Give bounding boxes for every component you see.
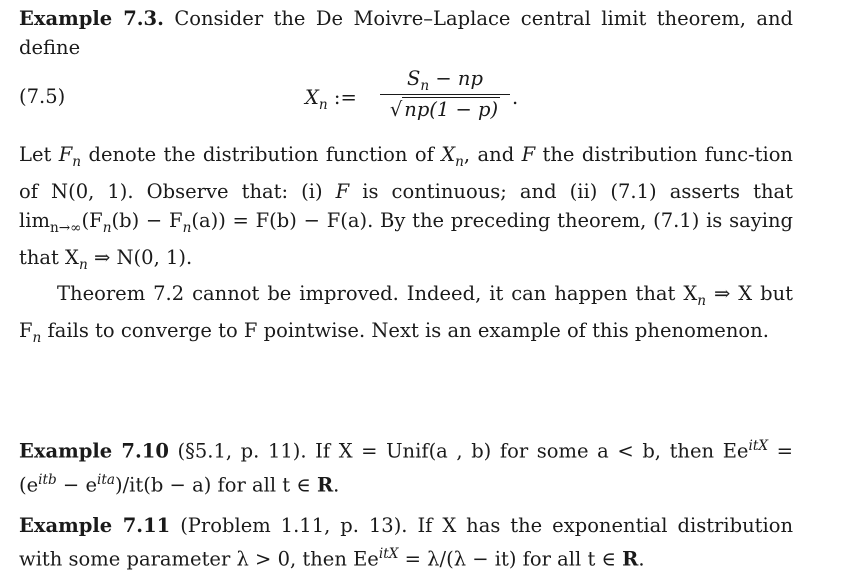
paragraph-distribution-functions: Let $F_n$ denote the distribution function of $X_n$, and F the distribution func-tion of N(0, 1). Observe that: (i) F is continuous; and (ii) (7.1) asserts that $\lim_{n\to\infty}(F_n(b) - F_n(a)) = F(b) - F(a)$. By the preceding theorem, (7.1) is saying that $X_n$ ⇒ N(0, 1). — [19, 143, 793, 273]
fraction-denominator: √ np(1 − p) — [389, 98, 499, 121]
equation-lhs: $X_n$ := — [305, 86, 357, 113]
example-7-10: Example 7.10 (§5.1, p. 11). If X = Unif(a , b) for some a < b, then $Ee^{itX} = (e^{itb} - e^{ita})/it(b - a)$ for all t ∈ R. — [19, 438, 793, 496]
fraction-numerator: $S_n$ − np — [380, 64, 510, 95]
equation-fraction — [380, 64, 510, 125]
example-7-11: Example 7.11 (Problem 1.11, p. 13). If X has the exponential distribution with some parameter λ > 0, then $Ee^{itX} = \lambda/(\lambda - it)$ for all t ∈ R. — [19, 514, 794, 571]
example-7-10-heading: Example 7.10 — [19, 439, 169, 463]
equation-number: (7.5) — [19, 85, 66, 108]
example-7-3-text: Consider the De Moivre–Laplace central limit theorem, and define — [19, 7, 793, 59]
paragraph-theorem-7-2: Theorem 7.2 cannot be improved. Indeed, it can happen that $X_n$ ⇒ X but $F_n$ fails to converge to F pointwise. Next is an example of this phenomenon. — [19, 282, 794, 346]
example-7-3-heading: Example 7.3. — [19, 7, 164, 30]
example-7-3-intro — [19, 4, 793, 62]
example-7-11-heading: Example 7.11 — [19, 514, 171, 537]
equation-period: . — [512, 86, 519, 109]
